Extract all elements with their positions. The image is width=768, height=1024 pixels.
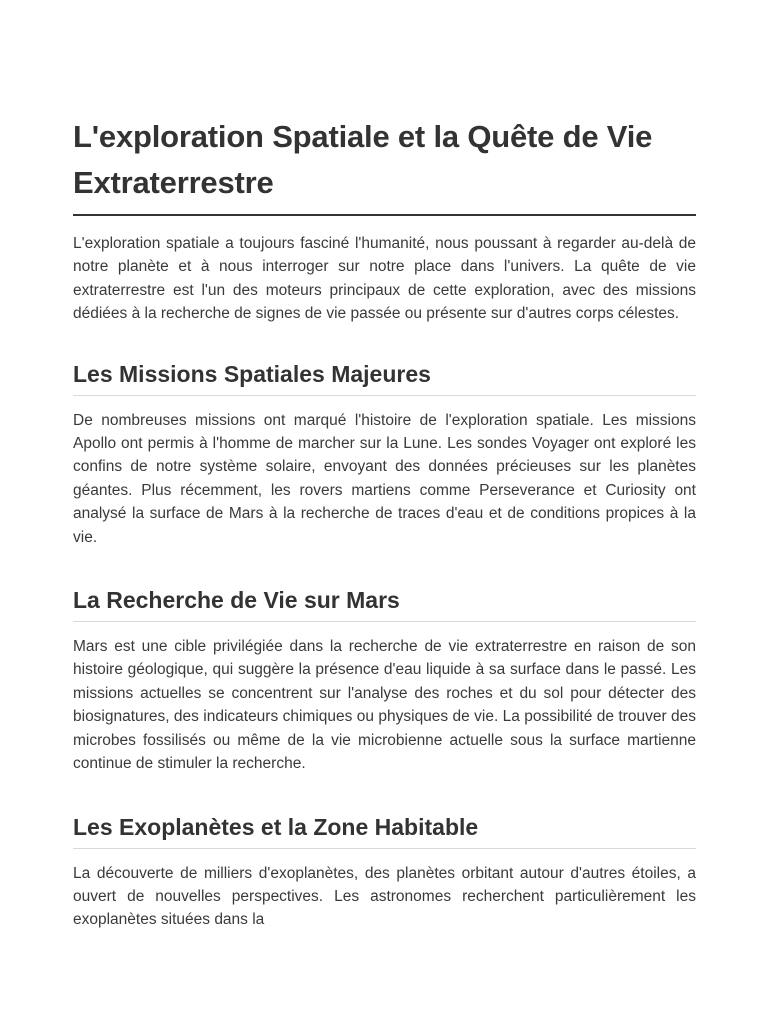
section-paragraph-mars: Mars est une cible privilégiée dans la recherche de vie extraterrestre en raison de son histoire géologique, qui suggère la présence d'eau liquide à sa surface dans le passé. Les missions actuelles se concentrent sur l'analyse des roches et du sol pour détecter des biosignatures, des indicateurs chimiques ou physiques de vie. La possibilité de trouver des microbes fossilisés ou même de la vie microbienne actuelle sous la surface martienne continue de stimuler la recherche.: [73, 638, 696, 773]
article: [73, 114, 696, 932]
section-paragraph-exoplanets: La découverte de milliers d'exoplanètes, des planètes orbitant autour d'autres étoiles, a ouvert de nouvelles perspectives. Les astronomes recherchent particulièrement les exoplanètes situées dans la: [73, 864, 696, 929]
section-paragraph-missions: De nombreuses missions ont marqué l'histoire de l'exploration spatiale. Les missions Apollo ont permis à l'homme de marcher sur la Lune. Les sondes Voyager ont exploré les confins de notre système solaire, envoyant des données précieuses sur les planètes géantes. Plus récemment, les rovers martiens comme Perseverance et Curiosity ont analysé la surface de Mars à la recherche de traces d'eau et de conditions propices à la vie.: [73, 411, 696, 546]
intro-paragraph: L'exploration spatiale a toujours fasciné l'humanité, nous poussant à regarder au-delà de notre planète et à nous interroger sur notre place dans l'univers. La quête de vie extraterrestre est l'un des moteurs principaux de cette exploration, avec des missions dédiées à la recherche de signes de vie passée ou présente sur d'autres corps célestes.: [73, 235, 696, 323]
section-heading-mars: La Recherche de Vie sur Mars: [73, 585, 696, 622]
section-heading-missions: Les Missions Spatiales Majeures: [73, 359, 696, 396]
section-heading-exoplanets: Les Exoplanètes et la Zone Habitable: [73, 812, 696, 849]
page-title: L'exploration Spatiale et la Quête de Vie Extraterrestre: [73, 114, 696, 216]
